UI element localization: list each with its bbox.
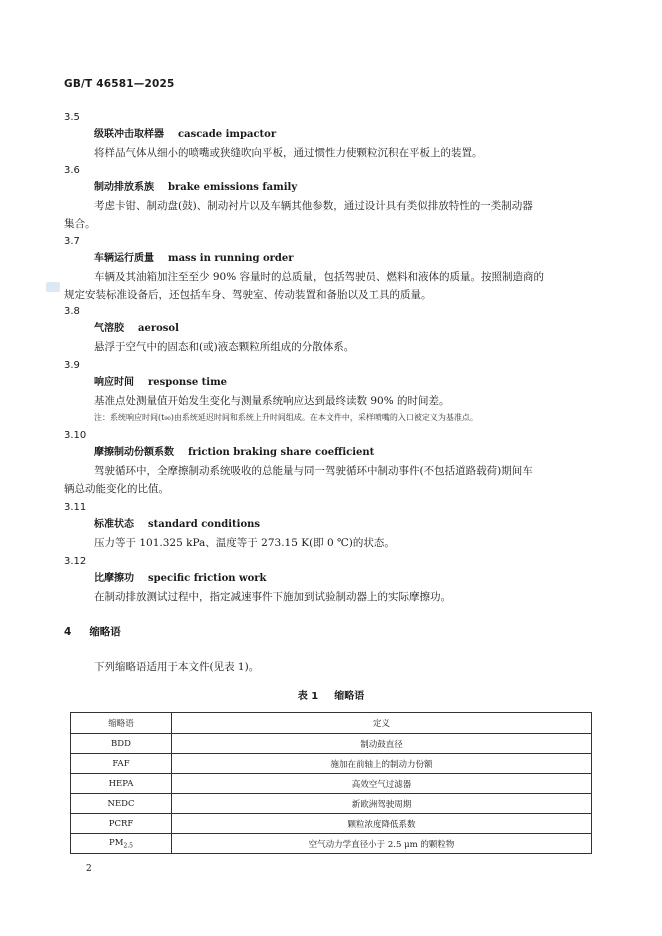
term-definition: 驾驶循环中，全摩擦制动系统吸收的总能量与同一驾驶循环中制动事件(不包括道路载荷)期间车 [94,465,533,477]
term-definition-cont: 规定安装标准设备后，还包括车身、驾驶室、传动装置和备胎以及工具的质量。 [64,289,432,301]
term-zh: 比摩擦功 [94,573,134,584]
term-number: 3.9 [64,360,80,371]
term-number: 3.6 [64,165,80,176]
term-zh: 级联冲击取样器 [94,129,164,140]
table-cell: PCRF [71,814,172,834]
term-title [94,570,600,588]
term-definition-cont: 辆总动能变化的比值。 [64,483,169,495]
table-caption [0,687,662,702]
section-intro: 下列缩略语适用于本文件(见表 1)。 [94,661,260,673]
term-definition: 压力等于 101.325 kPa、温度等于 273.15 K(即 0 ℃)的状态。 [94,537,395,549]
term-en: response time [148,377,228,388]
table-header-cell: 定义 [172,713,592,734]
table-caption-title: 缩略语 [334,691,365,702]
term-title [94,250,600,268]
table-cell: 新欧洲驾驶周期 [172,794,592,814]
table-row [71,754,592,774]
term-entry [64,427,600,498]
term-definition: 考虑卡钳、制动盘(鼓)、制动衬片以及车辆其他参数，通过设计具有类似排放特性的一类制动器 [94,200,533,212]
table-header-cell: 缩略语 [71,713,172,734]
table-caption-number: 表 1 [297,691,319,702]
term-zh: 标准状态 [94,519,134,530]
term-definition: 在制动排放测试过程中，指定减速事件下施加到试验制动器上的实际摩擦功。 [94,591,451,603]
term-zh: 车辆运行质量 [94,253,154,264]
table-header-row [71,713,592,734]
term-zh: 制动排放系族 [94,182,154,193]
term-zh: 气溶胶 [94,323,124,334]
section-heading [64,624,121,639]
term-definition: 将样品气体从细小的喷嘴或狭缝吹向平板，通过惯性力使颗粒沉积在平板上的装置。 [94,147,483,159]
abbr-pm: PM [109,837,124,848]
table-row [71,834,592,854]
standard-id: GB/T 46581—2025 [64,78,175,90]
table-row [71,734,592,754]
term-title [94,179,600,197]
table-row [71,794,592,814]
table-cell: 高效空气过滤器 [172,774,592,794]
term-entry [64,303,600,356]
abbr-pm-subscript: 2.5 [123,842,133,850]
section-number: 4 [64,626,72,638]
term-note: 注：系统响应时间(t₉₀)由系统延迟时间和系统上升时间组成。在本文件中，采样喷嘴的入口被定义为基准点。 [94,413,478,422]
term-entry [64,499,600,552]
term-number: 3.7 [64,236,80,247]
page-number: 2 [86,864,92,874]
term-entry [64,357,600,425]
term-en: brake emissions family [168,182,298,193]
term-zh: 响应时间 [94,377,134,388]
term-number: 3.12 [64,556,87,567]
table-row [71,814,592,834]
section-title: 缩略语 [89,626,121,638]
table-cell: 空气动力学直径小于 2.5 μm 的颗粒物 [172,834,592,854]
term-en: mass in running order [168,253,294,264]
term-title [94,320,600,338]
term-entry [64,233,600,304]
term-title [94,374,600,392]
term-title [94,444,600,462]
term-number: 3.10 [64,430,87,441]
term-en: friction braking share coefficient [188,447,375,458]
table-cell: 制动鼓直径 [172,734,592,754]
side-tab-marker [46,282,60,292]
table-cell [71,834,172,854]
term-en: standard conditions [148,519,261,530]
table-cell: 施加在前轴上的制动力份额 [172,754,592,774]
term-definition: 基准点处测量值开始发生变化与测量系统响应达到最终读数 90% 的时间差。 [94,395,450,407]
table-cell: BDD [71,734,172,754]
term-definition: 车辆及其油箱加注至至少 90% 容量时的总质量，包括驾驶员、燃料和液体的质量。按照制造商的 [94,271,545,283]
term-en: specific friction work [148,573,267,584]
term-title [94,126,600,144]
term-entry [64,553,600,606]
term-entry [64,162,600,233]
term-definition-cont: 集合。 [64,218,96,230]
table-cell: NEDC [71,794,172,814]
term-zh: 摩擦制动份额系数 [94,447,174,458]
table-cell: HEPA [71,774,172,794]
abbreviations-table [70,712,592,854]
table-row [71,774,592,794]
table-cell: 颗粒浓度降低系数 [172,814,592,834]
term-entry [64,109,600,162]
term-title [94,516,600,534]
table-cell: FAF [71,754,172,774]
term-en: cascade impactor [178,129,277,140]
term-definition: 悬浮于空气中的固态和(或)液态颗粒所组成的分散体系。 [94,341,355,353]
term-en: aerosol [138,323,179,334]
term-number: 3.8 [64,306,80,317]
term-number: 3.11 [64,502,87,513]
term-number: 3.5 [64,112,80,123]
